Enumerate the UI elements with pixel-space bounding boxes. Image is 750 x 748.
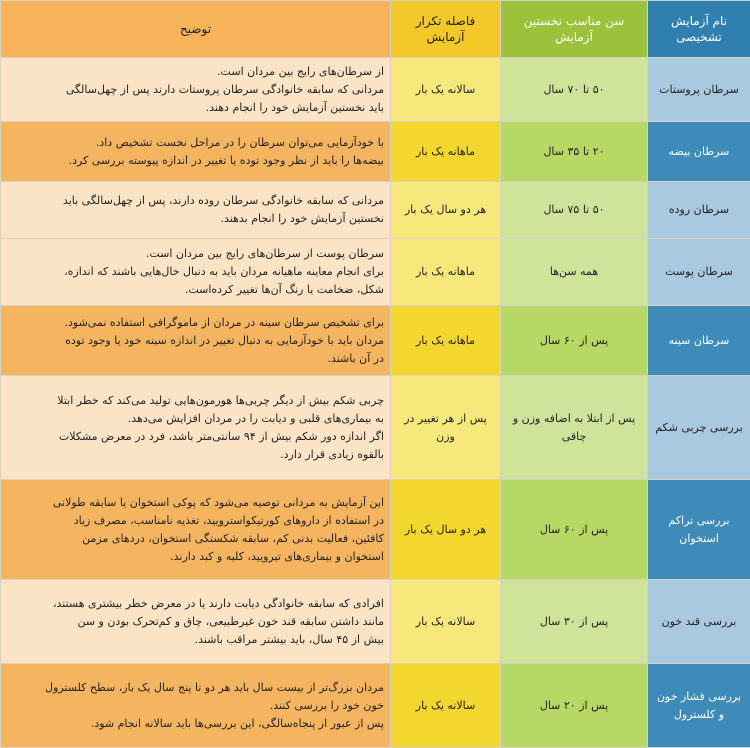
table-row — [1, 182, 750, 239]
age-cell: ۵۰ تا ۷۰ سال — [501, 58, 648, 122]
table-row — [1, 664, 750, 748]
description-line: نخستین آزمایش خود را انجام بدهند. — [7, 210, 384, 228]
test-name-cell: سرطان پوست — [648, 239, 750, 306]
description-line: در استفاده از داروهای کورتیکواسترویید، تغذیه نامناسب، مصرف زیاد — [7, 512, 384, 530]
test-name-cell: سرطان روده — [648, 182, 750, 239]
age-cell: پس از ۶۰ سال — [501, 306, 648, 376]
header-test-name: نام آزمایش تشخیصی — [648, 1, 750, 58]
age-cell: ۲۰ تا ۳۵ سال — [501, 122, 648, 182]
age-cell: ۵۰ تا ۷۵ سال — [501, 182, 648, 239]
test-name-cell: بررسی قند خون — [648, 580, 750, 664]
description-line: خون خود را بررسی کنند. — [7, 697, 384, 715]
description-line: در آن باشند. — [7, 350, 384, 368]
table-row — [1, 376, 750, 480]
test-name-cell: بررسی چربی شکم — [648, 376, 750, 480]
frequency-cell: ماهانه یک بار — [391, 122, 501, 182]
description-cell — [1, 239, 391, 306]
description-line: بیضه‌ها را باید از نظر وجود توده یا تغییر در اندازه پیوسته بررسی کرد. — [7, 152, 384, 170]
header-description: توضیح — [1, 1, 391, 58]
description-line: چربی شکم بیش از دیگر چربی‌ها هورمون‌هایی تولید می‌کند که خطر ابتلا — [7, 392, 384, 410]
header-row — [1, 1, 750, 58]
description-cell — [1, 376, 391, 480]
description-line: افرادی که سابقه خانوادگی دیابت دارند یا در معرض خطر بیشتری هستند، — [7, 595, 384, 613]
frequency-cell: پس از هر تغییر در وزن — [391, 376, 501, 480]
description-cell — [1, 306, 391, 376]
description-line: برای انجام معاینه ماهیانه مردان باید به دنبال خال‌هایی باشند که اندازه، — [7, 263, 384, 281]
description-line: کافئین، فعالیت بدنی کم، سابقه شکستگی استخوان، دردهای مزمن — [7, 530, 384, 548]
table-row — [1, 122, 750, 182]
description-cell — [1, 664, 391, 748]
description-cell — [1, 182, 391, 239]
description-line: استخوان و بیماری‌های تیرویید، کلیه و کبد دارند. — [7, 548, 384, 566]
description-line: برای تشخیص سرطان سینه در مردان از ماموگرافی استفاده نمی‌شود. — [7, 314, 384, 332]
age-cell: پس از ۶۰ سال — [501, 480, 648, 580]
description-line: مردان بزرگ‌تر از بیست سال باید هر دو تا پنج سال یک بار، سطح کلسترول — [7, 679, 384, 697]
description-line: این آزمایش به مردانی توصیه می‌شود که پوکی استخوان یا سابقه طولانی — [7, 494, 384, 512]
description-line: شکل، ضخامت یا رنگ آن‌ها تغییر کرده‌است. — [7, 281, 384, 299]
description-cell — [1, 480, 391, 580]
description-line: باید نخستین آزمایش خود را انجام دهند. — [7, 99, 384, 117]
description-line: اگر اندازه دور شکم بیش از ۹۴ سانتی‌متر باشد، فرد در معرض مشکلات — [7, 428, 384, 446]
description-line: مردان باید با خودآزمایی به دنبال تغییر در اندازه سینه خود یا وجود توده — [7, 332, 384, 350]
header-repeat-interval: فاصله تکرار آزمایش — [391, 1, 501, 58]
test-name-cell: سرطان بیضه — [648, 122, 750, 182]
test-name-cell: سرطان سینه — [648, 306, 750, 376]
frequency-cell: ماهانه یک بار — [391, 306, 501, 376]
frequency-cell: هر دو سال یک بار — [391, 480, 501, 580]
table-row — [1, 239, 750, 306]
test-name-cell: سرطان پروستات — [648, 58, 750, 122]
table-row — [1, 580, 750, 664]
frequency-cell: سالانه یک بار — [391, 664, 501, 748]
description-line: با خودآزمایی می‌توان سرطان را در مراحل نخست تشخیص داد. — [7, 134, 384, 152]
frequency-cell: سالانه یک بار — [391, 580, 501, 664]
age-cell: پس از ۳۰ سال — [501, 580, 648, 664]
age-cell: پس از ابتلا به اضافه وزن و چاقی — [501, 376, 648, 480]
header-first-test-age: سن مناسب نخستین آزمایش — [501, 1, 648, 58]
table-row — [1, 58, 750, 122]
test-name-cell: بررسی فشار خون و کلسترول — [648, 664, 750, 748]
frequency-cell: ماهانه یک بار — [391, 239, 501, 306]
description-cell — [1, 580, 391, 664]
description-line: مردانی که سابقه خانوادگی سرطان روده دارند، پس از چهل‌سالگی باید — [7, 192, 384, 210]
test-name-cell: بررسی تراکم استخوان — [648, 480, 750, 580]
description-cell — [1, 122, 391, 182]
frequency-cell: سالانه یک بار — [391, 58, 501, 122]
age-cell: همه سن‌ها — [501, 239, 648, 306]
table-row — [1, 306, 750, 376]
age-cell: پس از ۲۰ سال — [501, 664, 648, 748]
description-line: پس از عبور از پنجاه‌سالگی، این بررسی‌ها باید سالانه انجام شود. — [7, 715, 384, 733]
frequency-cell: هر دو سال یک بار — [391, 182, 501, 239]
description-line: بالقوه زیادی قرار دارد. — [7, 446, 384, 464]
description-line: بیش از ۴۵ سال، باید بیشتر مراقب باشند. — [7, 631, 384, 649]
description-line: مردانی که سابقه خانوادگی سرطان پروستات دارند پس از چهل‌سالگی — [7, 81, 384, 99]
description-line: از سرطان‌های رایج بین مردان است. — [7, 63, 384, 81]
description-line: به بیماری‌های قلبی و دیابت را در مردان افزایش می‌دهد. — [7, 410, 384, 428]
description-line: مانند داشتن سابقه قند خون غیرطبیعی، چاق و کم‌تحرک بودن و سن — [7, 613, 384, 631]
description-cell — [1, 58, 391, 122]
description-line: سرطان پوست از سرطان‌های رایج بین مردان است. — [7, 245, 384, 263]
table-row — [1, 480, 750, 580]
